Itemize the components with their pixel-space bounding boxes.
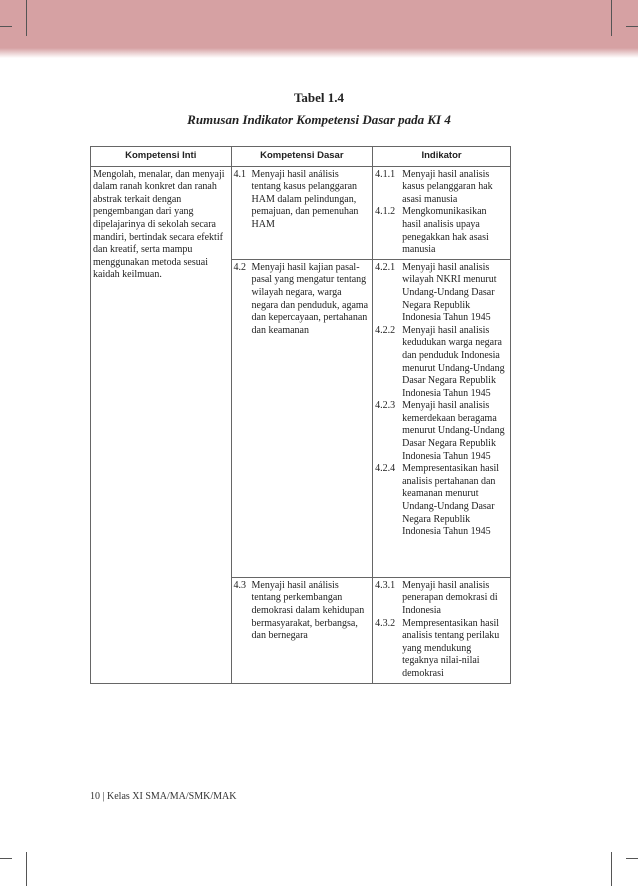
header-band	[0, 0, 638, 58]
crop-mark	[26, 0, 27, 36]
indikator-text: Menyaji hasil analisis wilayah NKRI menurut Undang-Undang Dasar Negara Republik Indonesia Tahun 1945	[402, 261, 497, 324]
indikator-number: 4.2.2	[375, 324, 396, 336]
indikator-text: Mempresentasikan hasil analisis tentang perilaku yang mendukung tegaknya nilai-nilai demokrasi	[402, 617, 500, 679]
indikator-text: Mempresentasikan hasil analisis pertahanan dan keamanan menurut Undang-Undang Dasar Negara Republik Indonesia Tahun 1945	[402, 463, 500, 538]
page-footer: 10 | Kelas XI SMA/MA/SMK/MAK	[90, 791, 237, 802]
indikator-number: 4.1.2	[375, 206, 396, 218]
crop-mark	[0, 858, 12, 859]
crop-mark	[626, 858, 638, 859]
table-header-row	[91, 147, 511, 167]
table-row	[91, 166, 511, 259]
kd-number: 4.1	[233, 168, 246, 180]
crop-mark	[626, 26, 638, 27]
kd-cell	[231, 259, 373, 577]
indikator-cell	[373, 166, 511, 259]
indikator-number: 4.2.3	[375, 400, 396, 412]
header-kompetensi-inti: Kompetensi Inti	[91, 147, 232, 167]
kd-text: Menyaji hasil análisis tentang kasus pelanggaran HAM dalam pelindungan, pemajuan, dan pemenuhan HAM	[251, 168, 359, 230]
indikator-number: 4.3.2	[375, 617, 396, 629]
indikator-number: 4.2.4	[375, 463, 396, 475]
indikator-text: Menyaji hasil analisis kasus pelanggaran hak asasi manusia	[402, 168, 493, 205]
crop-mark	[611, 0, 612, 36]
table-subtitle: Rumusan Indikator Kompetensi Dasar pada KI 4	[187, 112, 451, 127]
header-kompetensi-dasar: Kompetensi Dasar	[231, 147, 373, 167]
kd-text: Menyaji hasil análisis tentang perkembangan demokrasi dalam kehidupan bermasyarakat, berbangsa, dan bernegara	[251, 579, 365, 642]
table-title: Tabel 1.4	[293, 90, 345, 105]
kd-cell	[231, 577, 373, 683]
indikator-cell	[373, 577, 511, 683]
indikator-text: Menyaji hasil analisis kedudukan warga negara dan penduduk Indonesia menurut Undang-Undang Dasar Negara Republik Indonesia Tahun 1945	[402, 324, 505, 399]
crop-mark	[0, 26, 12, 27]
kd-text: Menyaji hasil kajian pasal-pasal yang mengatur tentang wilayah negara, warga negara dan penduduk, agama dan kepercayaan, pertahanan dan keamanan	[251, 261, 369, 336]
indikator-text: Menyaji hasil analisis penerapan demokrasi di Indonesia	[402, 579, 498, 616]
indikator-number: 4.2.1	[375, 261, 396, 273]
kd-cell	[231, 166, 373, 259]
indikator-cell	[373, 259, 511, 577]
crop-mark	[26, 852, 27, 886]
indikator-text: Mengkomunikasikan hasil analisis upaya penegakkan hak asasi manusia	[402, 206, 489, 256]
crop-mark	[611, 852, 612, 886]
header-indikator: Indikator	[373, 147, 511, 167]
kompetensi-table	[90, 146, 511, 684]
indikator-number: 4.3.1	[375, 579, 396, 591]
indikator-number: 4.1.1	[375, 168, 396, 180]
indikator-text: Menyaji hasil analisis kemerdekaan beragama menurut Undang-Undang Dasar Negara Republik Indonesia Tahun 1945	[402, 400, 505, 462]
kd-number: 4.2	[233, 261, 246, 273]
kompetensi-inti-cell: Mengolah, menalar, dan menyaji dalam ranah konkret dan ranah abstrak terkait dengan pengembangan dari yang dipelajarinya di sekolah secara mandiri, bertindak secara efektif dan kreatif, serta mampu menggunakan metoda sesuai kaidah keilmuan.	[91, 166, 232, 683]
kd-number: 4.3	[233, 579, 246, 591]
